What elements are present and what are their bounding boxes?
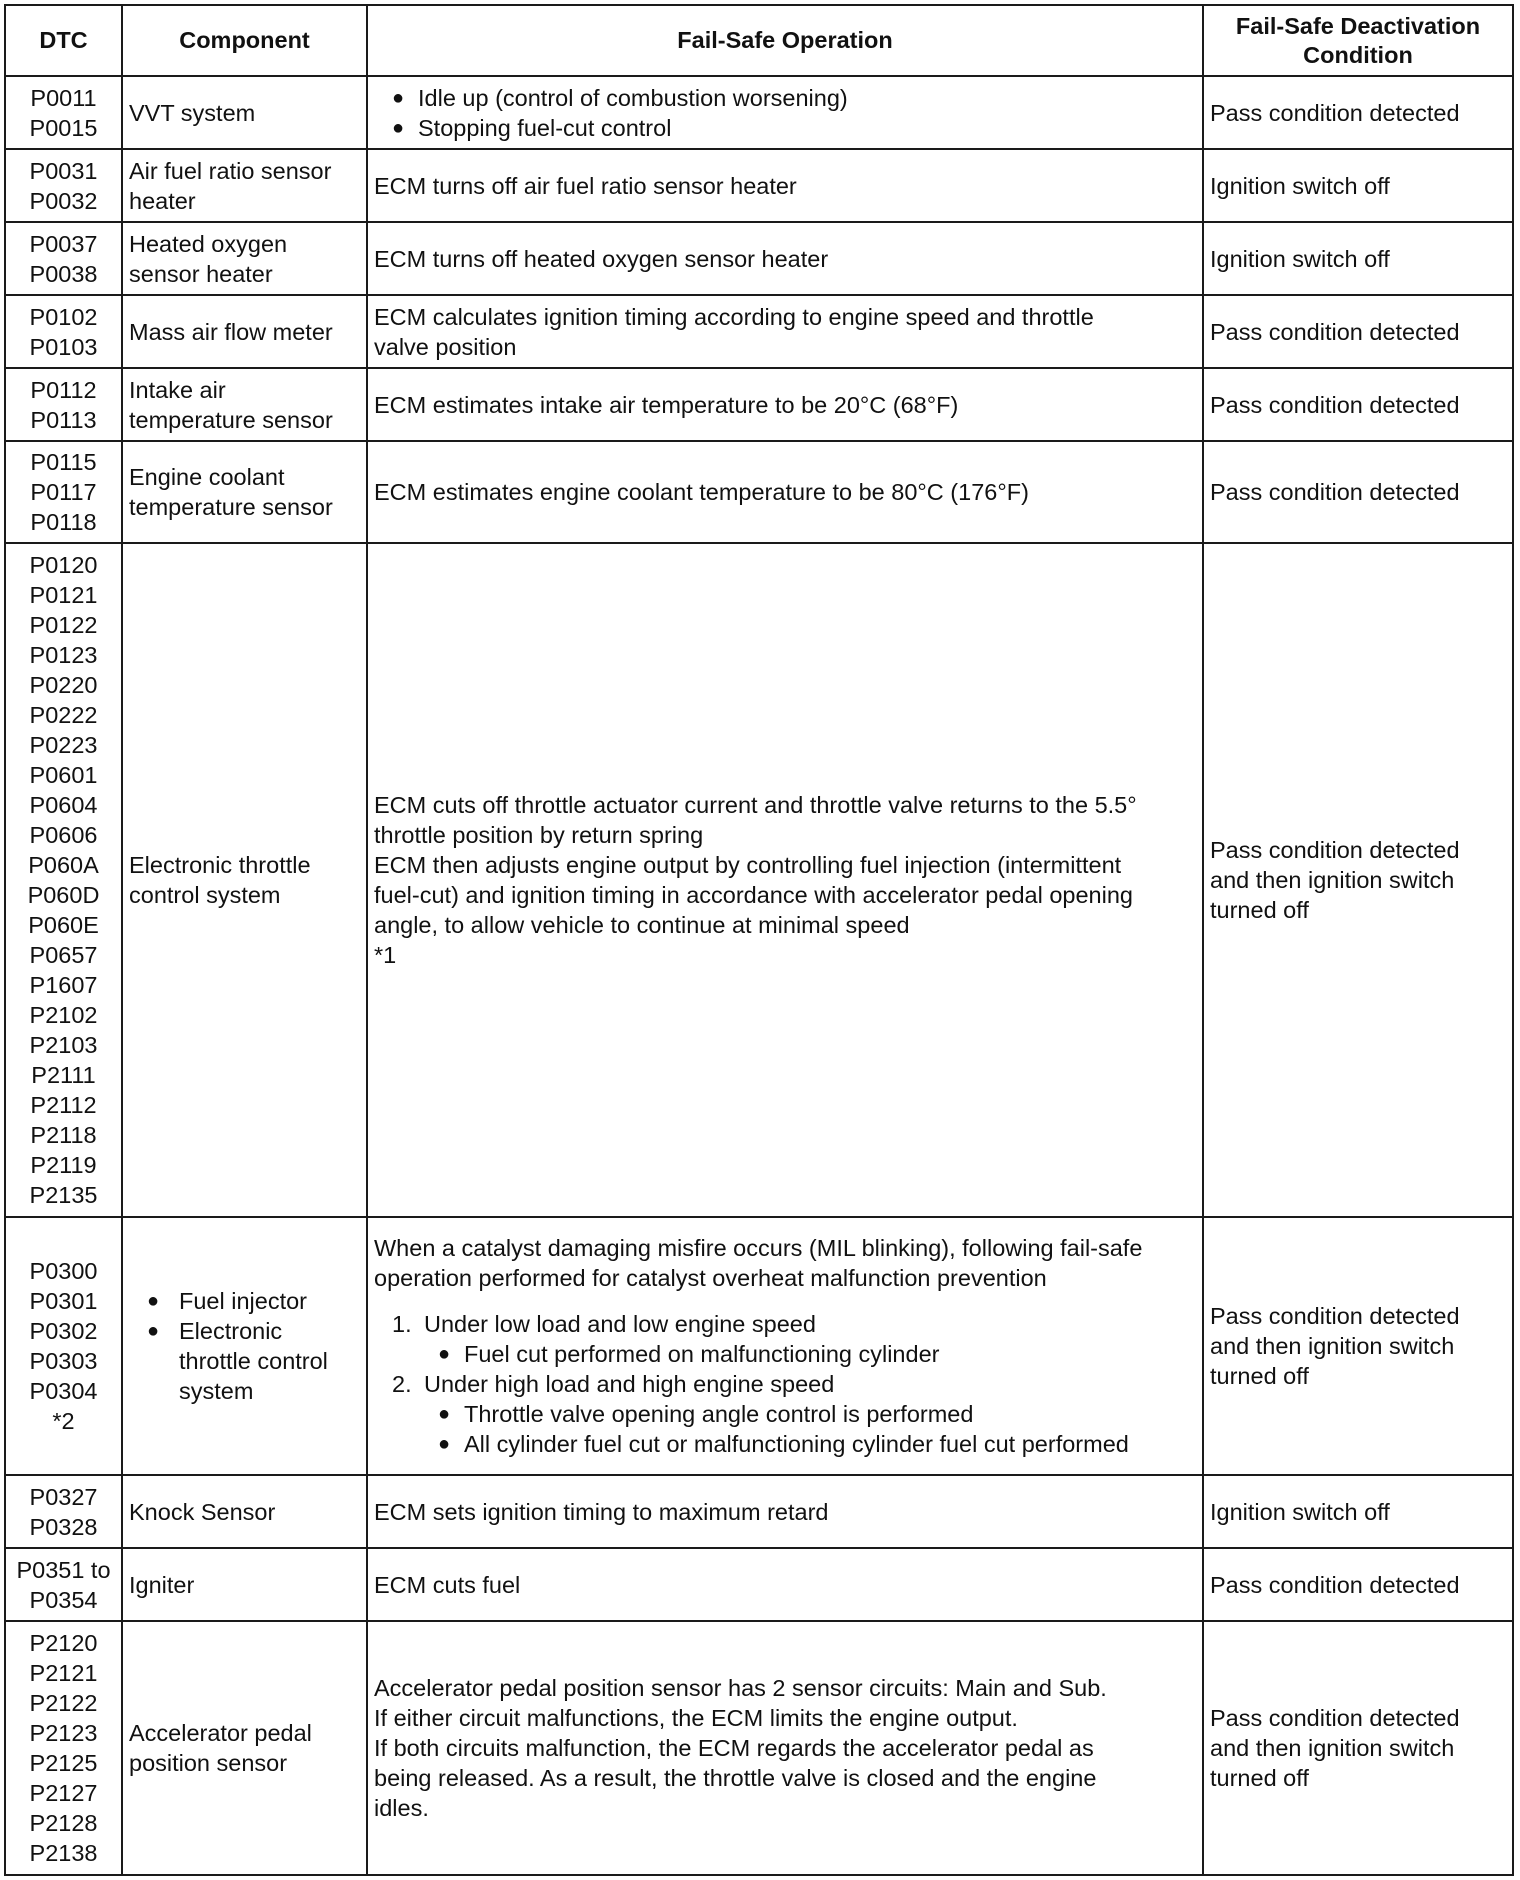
- dtc-code: P2118: [30, 1122, 97, 1148]
- dtc-code: P0604: [29, 792, 98, 818]
- dtc-code: P0103: [29, 333, 98, 360]
- operation-line: throttle position by return spring: [374, 822, 704, 848]
- dtc-cell: [5, 295, 122, 368]
- step-number: 2.: [392, 1371, 412, 1397]
- dtc-cell: [5, 149, 122, 222]
- operation-line: fuel-cut) and ignition timing in accordance with accelerator pedal opening: [374, 882, 1133, 908]
- condition-line: Pass condition detected: [1210, 1303, 1460, 1329]
- table-row: [5, 1548, 1513, 1621]
- condition-cell: Pass condition detected: [1203, 76, 1513, 149]
- operation-line: being released. As a result, the throttle valve is closed and the engine: [374, 1765, 1097, 1791]
- dtc-cell: [5, 543, 122, 1217]
- operation-line: If both circuits malfunction, the ECM regards the accelerator pedal as: [374, 1735, 1094, 1761]
- dtc-code: P0220: [29, 672, 98, 698]
- condition-cell: Pass condition detected: [1203, 441, 1513, 543]
- component-cell: [122, 1217, 367, 1475]
- dtc-code: P2121: [29, 1660, 98, 1686]
- dtc-code: P2125: [29, 1750, 98, 1776]
- component-line: Intake air: [129, 376, 226, 403]
- component-cell: [122, 441, 367, 543]
- dtc-cell: [5, 1217, 122, 1475]
- step-bullet: ● All cylinder fuel cut or malfunctioning cylinder fuel cut performed: [424, 1429, 1196, 1459]
- footnote-ref: *2: [52, 1408, 75, 1434]
- component-line: temperature sensor: [129, 406, 333, 433]
- condition-line: turned off: [1210, 1765, 1309, 1791]
- component-line: sensor heater: [129, 260, 273, 287]
- component-cell: Igniter: [122, 1548, 367, 1621]
- condition-cell: Ignition switch off: [1203, 222, 1513, 295]
- operation-cell: [367, 1217, 1203, 1475]
- condition-cell: Ignition switch off: [1203, 149, 1513, 222]
- dtc-cell: [5, 1475, 122, 1548]
- dtc-code: P0223: [29, 732, 98, 758]
- footnote-ref: *1: [374, 942, 397, 968]
- component-cell: Knock Sensor: [122, 1475, 367, 1548]
- step-text: Under high load and high engine speed: [424, 1371, 835, 1397]
- component-bullet: [129, 1316, 360, 1406]
- dtc-code: P0015: [29, 114, 98, 141]
- dtc-code: P0102: [29, 303, 98, 330]
- dtc-code: P0303: [29, 1348, 98, 1374]
- component-cell: [122, 1621, 367, 1875]
- component-cell: VVT system: [122, 76, 367, 149]
- dtc-code: P0011: [30, 84, 97, 111]
- dtc-code: P2127: [29, 1780, 98, 1806]
- dtc-cell: [5, 1548, 122, 1621]
- dtc-code: P060E: [28, 912, 99, 938]
- operation-line: ECM calculates ignition timing according to engine speed and throttle: [374, 303, 1094, 330]
- header-condition: [1203, 5, 1513, 76]
- dtc-code: P0304: [29, 1378, 98, 1404]
- operation-step: [374, 1369, 1196, 1459]
- condition-cell: Pass condition detected: [1203, 295, 1513, 368]
- dtc-code: P2135: [29, 1182, 98, 1208]
- dtc-code: P0606: [29, 822, 98, 848]
- table-row: [5, 543, 1513, 1217]
- header-condition-line: Fail-Safe Deactivation: [1235, 12, 1481, 39]
- dtc-code: P0328: [29, 1513, 98, 1540]
- dtc-code: P0300: [29, 1258, 98, 1284]
- header-operation: Fail-Safe Operation: [367, 5, 1203, 76]
- dtc-code: P0117: [30, 479, 97, 505]
- operation-line: ECM then adjusts engine output by controlling fuel injection (intermittent: [374, 852, 1122, 878]
- step-bullet-list: [424, 1339, 1196, 1369]
- dtc-code: P0031: [29, 157, 98, 184]
- table-row: [5, 1217, 1513, 1475]
- operation-cell: [367, 76, 1203, 149]
- condition-cell: [1203, 1621, 1513, 1875]
- dtc-code: P0037: [29, 230, 98, 257]
- condition-line: and then ignition switch: [1210, 1735, 1455, 1761]
- dtc-cell: [5, 76, 122, 149]
- component-cell: [122, 543, 367, 1217]
- component-bullet: [129, 1286, 360, 1316]
- dtc-code: P2138: [29, 1840, 98, 1866]
- fail-safe-table-page: [4, 4, 1512, 1874]
- operation-cell: [367, 543, 1203, 1217]
- dtc-code: P0118: [30, 509, 97, 535]
- operation-cell: ECM turns off heated oxygen sensor heater: [367, 222, 1203, 295]
- step-bullet: ● Throttle valve opening angle control is performed: [424, 1399, 1196, 1429]
- component-line: system: [179, 1378, 254, 1404]
- operation-cell: [367, 1621, 1203, 1875]
- dtc-code: P0120: [29, 552, 98, 578]
- table-row: [5, 441, 1513, 543]
- step-bullet-list: [424, 1399, 1196, 1459]
- table-row: [5, 368, 1513, 441]
- operation-cell: ECM estimates engine coolant temperature to be 80°C (176°F): [367, 441, 1203, 543]
- dtc-code: P2122: [29, 1690, 98, 1716]
- condition-cell: [1203, 543, 1513, 1217]
- dtc-code: P0222: [29, 702, 98, 728]
- dtc-cell: [5, 1621, 122, 1875]
- header-row: [5, 5, 1513, 76]
- dtc-code: P0354: [29, 1586, 98, 1613]
- header-dtc: DTC: [5, 5, 122, 76]
- dtc-code: P2111: [31, 1062, 96, 1088]
- component-line: Accelerator pedal: [129, 1720, 312, 1746]
- operation-line: When a catalyst damaging misfire occurs (MIL blinking), following fail-safe: [374, 1235, 1143, 1261]
- component-line: Electronic throttle: [129, 852, 311, 878]
- operation-cell: [367, 295, 1203, 368]
- fail-safe-table: [4, 4, 1514, 1876]
- component-line: throttle control: [179, 1348, 328, 1374]
- dtc-code: P0302: [29, 1318, 98, 1344]
- dtc-code: P0038: [29, 260, 98, 287]
- dtc-code: P2128: [29, 1810, 98, 1836]
- header-component: Component: [122, 5, 367, 76]
- component-cell: [122, 222, 367, 295]
- condition-line: Pass condition detected: [1210, 837, 1460, 863]
- dtc-cell: [5, 368, 122, 441]
- component-bullet-list: [129, 1286, 360, 1406]
- dtc-code: P1607: [29, 972, 98, 998]
- dtc-code: P0122: [29, 612, 98, 638]
- component-line: Air fuel ratio sensor: [129, 157, 332, 184]
- step-number: 1.: [392, 1311, 412, 1337]
- dtc-code: P0112: [30, 376, 97, 403]
- condition-line: turned off: [1210, 897, 1309, 923]
- table-row: [5, 222, 1513, 295]
- operation-cell: ECM cuts fuel: [367, 1548, 1203, 1621]
- component-line: position sensor: [129, 1750, 288, 1776]
- dtc-code: P0327: [29, 1483, 98, 1510]
- dtc-cell: [5, 222, 122, 295]
- table-row: [5, 1621, 1513, 1875]
- dtc-code: P2123: [29, 1720, 98, 1746]
- dtc-code: P060D: [27, 882, 100, 908]
- dtc-code: P060A: [28, 852, 99, 878]
- condition-cell: Pass condition detected: [1203, 1548, 1513, 1621]
- operation-line: idles.: [374, 1795, 429, 1821]
- dtc-code: P0351 to: [16, 1556, 111, 1583]
- operation-line: valve position: [374, 333, 517, 360]
- dtc-code: P0113: [30, 406, 97, 433]
- table-row: [5, 1475, 1513, 1548]
- condition-line: and then ignition switch: [1210, 1333, 1455, 1359]
- table-row: [5, 295, 1513, 368]
- operation-cell: ECM turns off air fuel ratio sensor heater: [367, 149, 1203, 222]
- operation-line: If either circuit malfunctions, the ECM limits the engine output.: [374, 1705, 1018, 1731]
- dtc-code: P2103: [29, 1032, 98, 1058]
- operation-cell: ECM sets ignition timing to maximum retard: [367, 1475, 1203, 1548]
- operation-line: ECM cuts off throttle actuator current and throttle valve returns to the 5.5°: [374, 792, 1137, 818]
- dtc-cell: [5, 441, 122, 543]
- header-condition-line: Condition: [1303, 41, 1413, 68]
- dtc-code: P0032: [29, 187, 98, 214]
- dtc-code: P2112: [30, 1092, 97, 1118]
- dtc-code: P0121: [29, 582, 98, 608]
- dtc-code: P2102: [29, 1002, 98, 1028]
- component-line: ● Fuel injector: [179, 1288, 307, 1314]
- dtc-code: P0601: [29, 762, 98, 788]
- dtc-code: P2120: [29, 1630, 98, 1656]
- operation-step-list: [374, 1309, 1196, 1459]
- condition-line: turned off: [1210, 1363, 1309, 1389]
- dtc-code: P0301: [29, 1288, 98, 1314]
- dtc-code: P0123: [29, 642, 98, 668]
- table-row: [5, 149, 1513, 222]
- component-line: Heated oxygen: [129, 230, 288, 257]
- operation-line: operation performed for catalyst overheat malfunction prevention: [374, 1265, 1047, 1291]
- step-text: Under low load and low engine speed: [424, 1311, 816, 1337]
- operation-step: [374, 1309, 1196, 1369]
- condition-cell: [1203, 1217, 1513, 1475]
- component-cell: [122, 149, 367, 222]
- dtc-code: P2119: [30, 1152, 97, 1178]
- component-line: ● Electronic: [179, 1318, 283, 1344]
- step-bullet: ● Fuel cut performed on malfunctioning cylinder: [424, 1339, 1196, 1369]
- condition-line: and then ignition switch: [1210, 867, 1455, 893]
- operation-bullet: ● Idle up (control of combustion worsening): [374, 83, 1196, 113]
- component-line: Engine coolant: [129, 464, 285, 490]
- condition-cell: Ignition switch off: [1203, 1475, 1513, 1548]
- dtc-code: P0657: [29, 942, 98, 968]
- operation-bullet: ● Stopping fuel-cut control: [374, 113, 1196, 143]
- component-cell: [122, 368, 367, 441]
- table-row: [5, 76, 1513, 149]
- operation-line: angle, to allow vehicle to continue at minimal speed: [374, 912, 910, 938]
- component-line: control system: [129, 882, 281, 908]
- operation-line: Accelerator pedal position sensor has 2 sensor circuits: Main and Sub.: [374, 1675, 1107, 1701]
- component-line: temperature sensor: [129, 494, 333, 520]
- component-cell: Mass air flow meter: [122, 295, 367, 368]
- dtc-code: P0115: [30, 449, 97, 475]
- operation-bullet-list: [374, 83, 1196, 143]
- operation-cell: ECM estimates intake air temperature to be 20°C (68°F): [367, 368, 1203, 441]
- condition-cell: Pass condition detected: [1203, 368, 1513, 441]
- component-line: heater: [129, 187, 196, 214]
- condition-line: Pass condition detected: [1210, 1705, 1460, 1731]
